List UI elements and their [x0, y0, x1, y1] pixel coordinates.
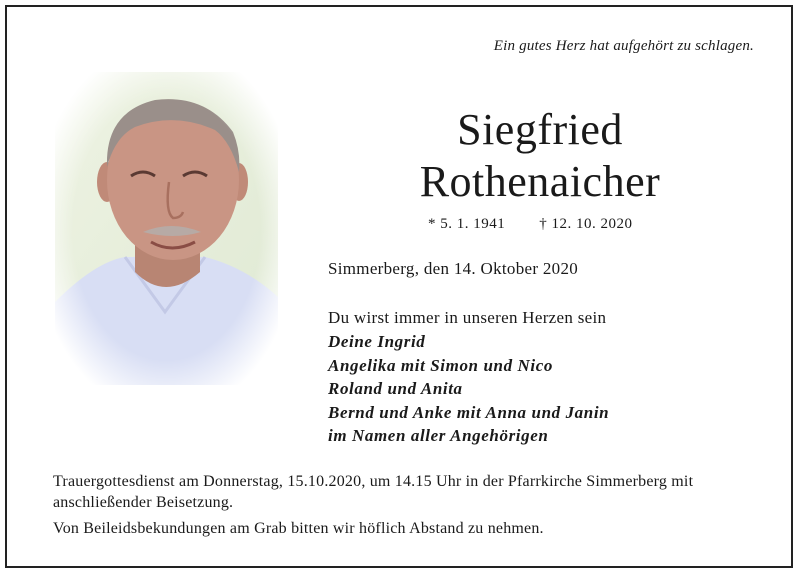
signature-line: im Namen aller Angehörigen — [328, 426, 549, 446]
last-name: Rothenaicher — [419, 157, 661, 206]
portrait-photo — [55, 72, 278, 385]
place-date: Simmerberg, den 14. Oktober 2020 — [328, 259, 579, 278]
service-details: Trauergottesdienst am Donnerstag, 15.10.2020, um 14.15 Uhr in der Pfarrkirche Simmerberg mit anschließender Beisetzung. — [53, 473, 694, 511]
deceased-name — [330, 104, 750, 208]
signature-line: Roland und Anita — [328, 379, 463, 399]
birth-date: * 5. 1. 1941 — [428, 216, 506, 232]
death-date: † 12. 10. 2020 — [539, 216, 633, 232]
motto-text: Ein gutes Herz hat aufgehört zu schlagen. — [493, 38, 754, 54]
life-dates — [428, 216, 633, 233]
signature-line: Deine Ingrid — [328, 332, 426, 351]
signatures — [328, 330, 609, 448]
condolence-request: Von Beileidsbekundungen am Grab bitten wir höflich Abstand zu nehmen. — [53, 520, 544, 537]
signature-line: Angelika mit Simon und Nico — [328, 355, 553, 375]
signature-line: Bernd und Anke mit Anna und Janin — [328, 402, 610, 422]
farewell-line: Du wirst immer in unseren Herzen sein — [328, 308, 607, 327]
service-notice — [53, 471, 753, 539]
first-name: Siegfried — [457, 105, 623, 154]
